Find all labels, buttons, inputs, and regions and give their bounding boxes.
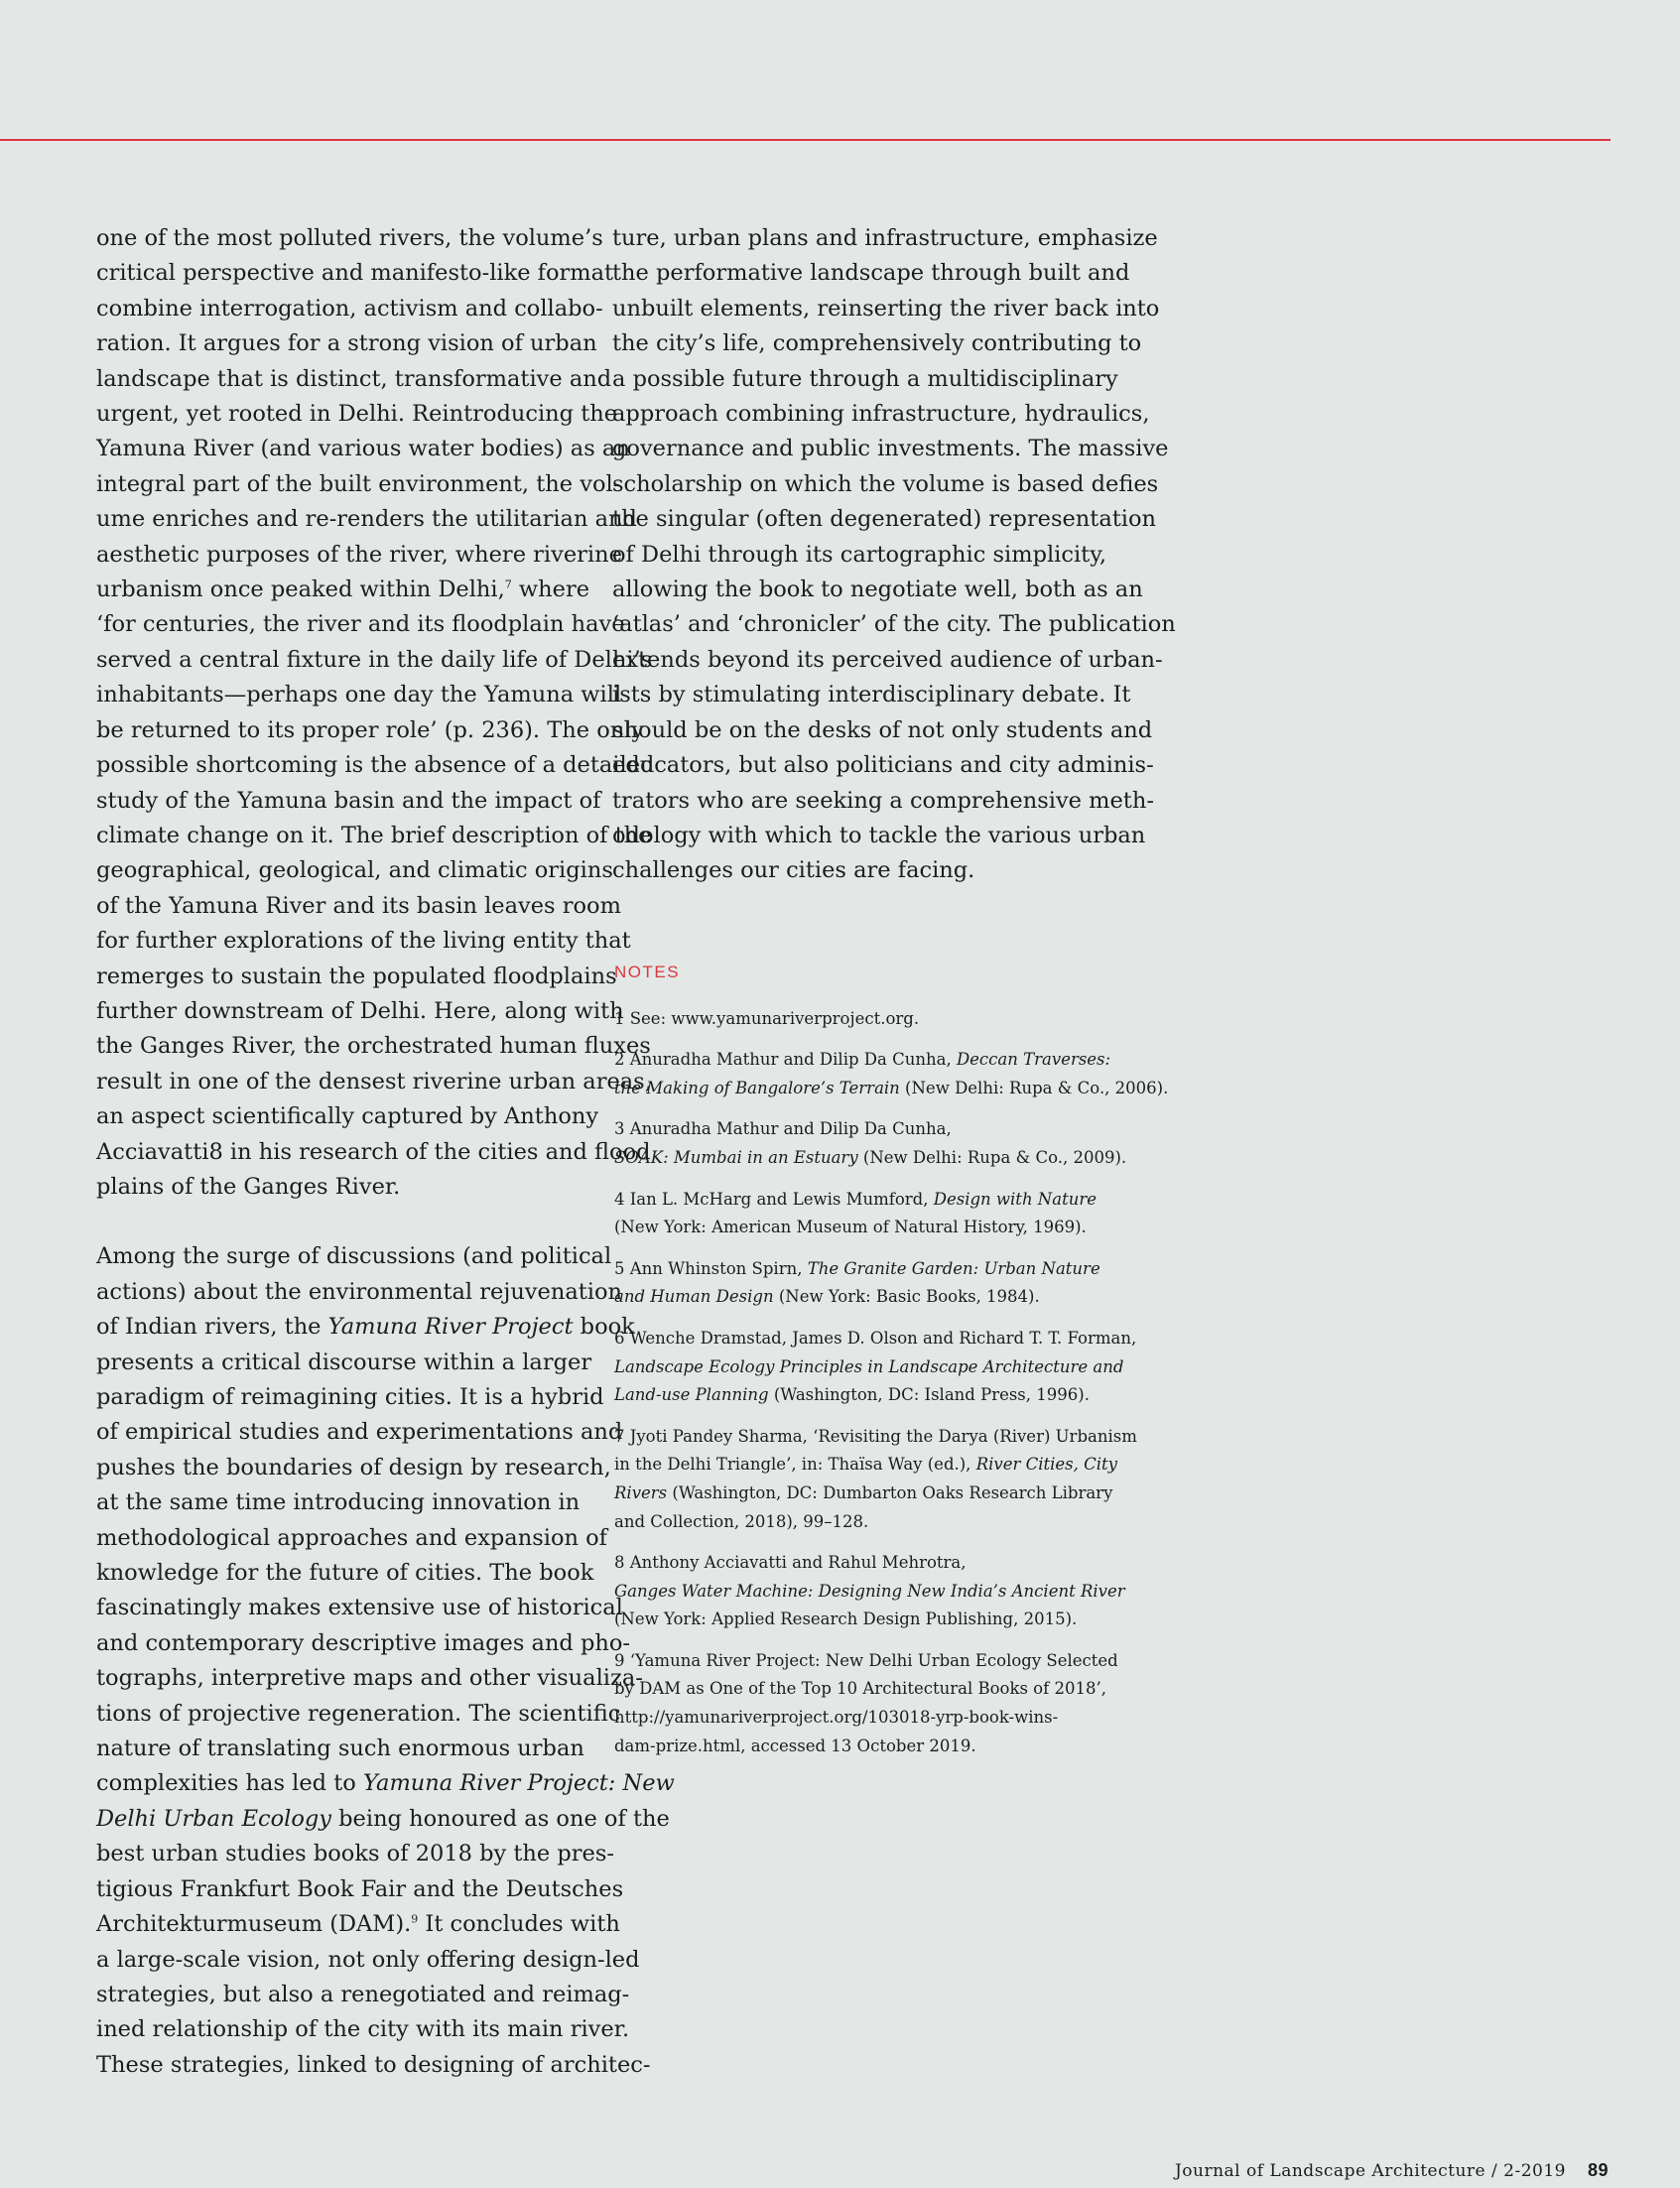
body-line: urgent, yet rooted in Delhi. Reintroducing the — [96, 401, 618, 428]
body-line: the performative landscape through built and — [612, 260, 1130, 287]
page-footer — [1175, 2160, 1609, 2181]
body-line: the city’s life, comprehensively contributing to — [612, 330, 1142, 357]
body-line: nature of translating such enormous urban — [96, 1736, 584, 1762]
body-line: possible shortcoming is the absence of a detailed — [96, 752, 655, 779]
body-line: best urban studies books of 2018 by the pres- — [96, 1841, 615, 1867]
body-line: knowledge for the future of cities. The book — [96, 1560, 594, 1587]
body-line: strategies, but also a renegotiated and reimag- — [96, 1981, 630, 2007]
body-line: of the Yamuna River and its basin leaves room — [96, 892, 621, 919]
body-line: methodological approaches and expansion of — [96, 1524, 608, 1551]
footnote-ref-9: 9 — [411, 1912, 419, 1926]
body-line: pushes the boundaries of design by research, — [96, 1454, 611, 1480]
body-line: aesthetic purposes of the river, where riverine — [96, 541, 622, 568]
body-column-right — [612, 221, 1176, 889]
body-line: ‘for centuries, the river and its floodplain have — [96, 611, 625, 638]
body-line: allowing the book to negotiate well, both as an — [612, 577, 1143, 603]
body-line: complexities has led to Yamuna River Project: New — [96, 1770, 675, 1797]
body-line: Acciavatti8 in his research of the cities and flood — [96, 1138, 651, 1165]
note-2: 2 Anuradha Mathur and Dilip Da Cunha, Deccan Traverses: the Making of Bangalore’s Terrain (New Delhi: Rupa & Co., 2006). — [614, 1050, 1169, 1097]
body-line: at the same time introducing innovation in — [96, 1489, 581, 1516]
journal-title: Journal of Landscape Architecture / 2-2019 — [1174, 2161, 1566, 2181]
note-8: 8 Anthony Acciavatti and Rahul Mehrotra, Ganges Water Machine: Designing New India’s Ancient River (New York: Applied Research Design Publishing, 2015). — [614, 1553, 1125, 1629]
body-line: further downstream of Delhi. Here, along with — [96, 997, 624, 1024]
body-line: urbanism once peaked within Delhi,$^7$ where — [96, 577, 590, 603]
body-line: Among the surge of discussions (and political — [96, 1243, 612, 1270]
body-line: Architekturmuseum (DAM).$^9$ It concludes with — [96, 1911, 620, 1938]
body-line: scholarship on which the volume is based defies — [612, 470, 1159, 497]
body-line: for further explorations of the living entity that — [96, 928, 631, 955]
book-title: Yamuna River Project — [327, 1314, 574, 1341]
body-line: ‘atlas’ and ‘chronicler’ of the city. The publication — [612, 611, 1176, 638]
body-line: extends beyond its perceived audience of urban- — [612, 646, 1163, 673]
body-line: served a central fixture in the daily life of Delhi’s — [96, 646, 653, 673]
body-line: of Delhi through its cartographic simplicity, — [612, 541, 1107, 568]
note-3: 3 Anuradha Mathur and Dilip Da Cunha, SOAK: Mumbai in an Estuary (New Delhi: Rupa & Co., 2009). — [614, 1119, 1127, 1167]
book-title: Delhi Urban Ecology — [96, 1805, 331, 1832]
body-line: governance and public investments. The massive — [612, 436, 1169, 462]
note-9: 9 ‘Yamuna River Project: New Delhi Urban Ecology Selected by DAM as One of the Top 10 Architectural Books of 2018’, http://yamunariverproject.org/103018-yrp-book-wins- dam-prize.html, accessed 13 October 2019. — [614, 1650, 1118, 1755]
body-line: inhabitants—perhaps one day the Yamuna will — [96, 682, 622, 708]
body-line: one of the most polluted rivers, the volume’s — [96, 225, 603, 251]
note-6: 6 Wenche Dramstad, James D. Olson and Richard T. T. Forman, Landscape Ecology Principles in Landscape Architecture and Land-use Planning (Washington, DC: Island Press, 1996). — [614, 1328, 1137, 1405]
footnote-ref-7: 7 — [504, 578, 512, 591]
body-line: be returned to its proper role’ (p. 236). The only — [96, 716, 645, 743]
body-paragraph-2 — [96, 1239, 675, 2083]
body-line: integral part of the built environment, the vol- — [96, 470, 621, 497]
body-line: tographs, interpretive maps and other visualiza- — [96, 1665, 643, 1692]
body-line: ists by stimulating interdisciplinary debate. It — [612, 682, 1131, 708]
body-line: the singular (often degenerated) representation — [612, 506, 1157, 533]
body-line: a large-scale vision, not only offering design-led — [96, 1946, 640, 1973]
body-line: challenges our cities are facing. — [612, 857, 975, 884]
body-line: ined relationship of the city with its main river. — [96, 2016, 630, 2043]
body-line: geographical, geological, and climatic origins — [96, 857, 613, 884]
note-7: 7 Jyoti Pandey Sharma, ‘Revisiting the Darya (River) Urbanism in the Delhi Triangle’, in: Thaïsa Way (ed.), River Cities, City Rivers (Washington, DC: Dumbarton Oaks Research Library and Collection, 2018), 99–128. — [614, 1426, 1137, 1531]
body-line: tigious Frankfurt Book Fair and the Deutsches — [96, 1875, 624, 1902]
body-line: and contemporary descriptive images and pho- — [96, 1629, 631, 1656]
body-line: ture, urban plans and infrastructure, emphasize — [612, 225, 1158, 251]
body-line: ration. It argues for a strong vision of urban — [96, 330, 597, 357]
body-line: should be on the desks of not only students and — [612, 716, 1153, 743]
notes-section — [614, 959, 1169, 1773]
body-line: plains of the Ganges River. — [96, 1173, 401, 1200]
note-5: 5 Ann Whinston Spirn, The Granite Garden: Urban Nature and Human Design (New York: Basic Books, 1984). — [614, 1258, 1100, 1307]
body-line: unbuilt elements, reinserting the river back into — [612, 295, 1160, 322]
note-link[interactable]: http://yamunariverproject.org/103018-yrp-book-wins- — [614, 1708, 1059, 1728]
header-rule — [0, 139, 1611, 141]
body-line: critical perspective and manifesto-like format — [96, 260, 614, 287]
body-line: combine interrogation, activism and collabo- — [96, 295, 603, 322]
body-line: an aspect scientifically captured by Anthony — [96, 1103, 599, 1130]
body-line: a possible future through a multidisciplinary — [612, 365, 1118, 392]
body-line: trators who are seeking a comprehensive meth- — [612, 787, 1154, 814]
body-line: tions of projective regeneration. The scientific — [96, 1700, 621, 1727]
body-line: actions) about the environmental rejuvenation — [96, 1278, 623, 1305]
body-line: paradigm of reimagining cities. It is a hybrid — [96, 1384, 604, 1410]
body-line: study of the Yamuna basin and the impact of — [96, 787, 601, 814]
body-line: remerges to sustain the populated floodplains — [96, 963, 617, 989]
body-line: ume enriches and re-renders the utilitarian and — [96, 506, 637, 533]
body-line: These strategies, linked to designing of architec- — [96, 2051, 651, 2078]
body-paragraph-3 — [612, 221, 1176, 889]
body-line: Yamuna River (and various water bodies) as an — [96, 436, 630, 462]
body-line: landscape that is distinct, transformative and — [96, 365, 612, 392]
body-line: odology with which to tackle the various urban — [612, 822, 1146, 848]
body-line: fascinatingly makes extensive use of historical — [96, 1595, 623, 1621]
page-number: 89 — [1587, 2160, 1609, 2180]
body-line: of empirical studies and experimentations and — [96, 1419, 623, 1446]
book-title: Yamuna River Project: New — [362, 1770, 675, 1797]
body-line: result in one of the densest riverine urban areas, — [96, 1068, 652, 1094]
body-line: approach combining infrastructure, hydraulics, — [612, 401, 1150, 428]
body-line: educators, but also politicians and city adminis- — [612, 752, 1154, 779]
body-line: of Indian rivers, the Yamuna River Project book — [96, 1314, 635, 1341]
body-line: the Ganges River, the orchestrated human fluxes — [96, 1033, 651, 1060]
note-4: 4 Ian L. McHarg and Lewis Mumford, Design with Nature (New York: American Museum of Natural History, 1969). — [614, 1189, 1097, 1237]
note-1: 1 See: www.yamunariverproject.org. — [614, 1008, 920, 1028]
body-line: climate change on it. The brief description of the — [96, 822, 652, 848]
body-line: Delhi Urban Ecology being honoured as one of the — [96, 1805, 670, 1832]
body-line: presents a critical discourse within a larger — [96, 1349, 592, 1375]
notes-heading: NOTES — [614, 963, 681, 981]
